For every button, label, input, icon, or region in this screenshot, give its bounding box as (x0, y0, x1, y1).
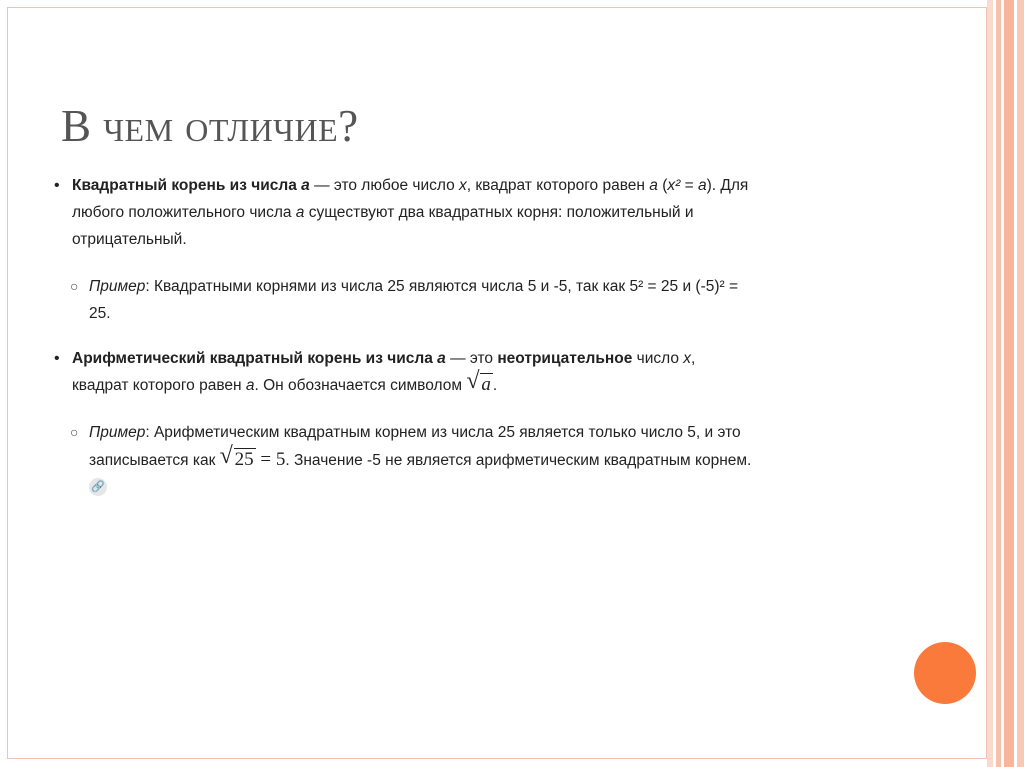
var-a: a (245, 377, 255, 394)
sqrt-arg: a (481, 374, 491, 395)
term-bold: Квадратный корень из числа (72, 177, 297, 194)
sqrt-formula (219, 443, 256, 470)
bullet-icon: • (54, 350, 60, 367)
sub-bullet-icon: ○ (70, 424, 79, 440)
root-icon: √ (219, 443, 233, 469)
bullet-icon: • (54, 177, 60, 194)
var-a: a (437, 350, 446, 367)
var-x: x (683, 350, 692, 367)
slide-title: В чем отличие? (61, 101, 359, 151)
sqrt-symbol (466, 368, 493, 395)
root-icon: √ (466, 368, 480, 394)
link-icon[interactable]: 🔗 (89, 478, 107, 496)
text: , квадрат которого равен (72, 350, 696, 394)
example-label: Пример (89, 278, 146, 295)
var-x-squared: x² (667, 177, 681, 194)
var-a: a (295, 204, 305, 221)
text: ( (657, 177, 668, 194)
equation-result: = 5 (255, 449, 286, 470)
decorative-circle (914, 642, 976, 704)
text: : Квадратными корнями из числа 25 являются числа 5 и -5, так как 5² = 25 и (-5)² = 25. (89, 278, 739, 322)
text: ). Для любого положительного числа (72, 177, 749, 221)
text: = (680, 177, 698, 194)
text: существуют два квадратных корня: положительный и отрицательный. (72, 204, 694, 248)
var-a: a (649, 177, 658, 194)
decorative-stripes (987, 0, 1024, 767)
sqrt-arg: 25 (234, 449, 254, 470)
text: . Он обозначается символом (254, 377, 467, 394)
var-a: a (697, 177, 707, 194)
sub-list-item (52, 419, 752, 501)
term-bold: Арифметический квадратный корень из числа (72, 350, 433, 367)
text: число (632, 350, 684, 367)
text: . (492, 377, 498, 394)
list-item (52, 345, 752, 399)
text: . Значение -5 не является арифметическим квадратным корнем. (285, 452, 752, 469)
list-item (52, 172, 752, 253)
term-bold: неотрицательное (497, 350, 633, 367)
sub-bullet-icon: ○ (70, 278, 79, 294)
text: — это (445, 350, 498, 367)
text: — это любое число (309, 177, 460, 194)
text: , квадрат которого равен (466, 177, 650, 194)
text: : Арифметическим квадратным корнем из числа 25 является только число 5, и это записывается как (89, 424, 741, 469)
example-label: Пример (89, 424, 146, 441)
var-x: x (459, 177, 467, 194)
var-a: a (301, 177, 310, 194)
slide-content (52, 172, 752, 519)
sub-list-item (52, 273, 752, 327)
